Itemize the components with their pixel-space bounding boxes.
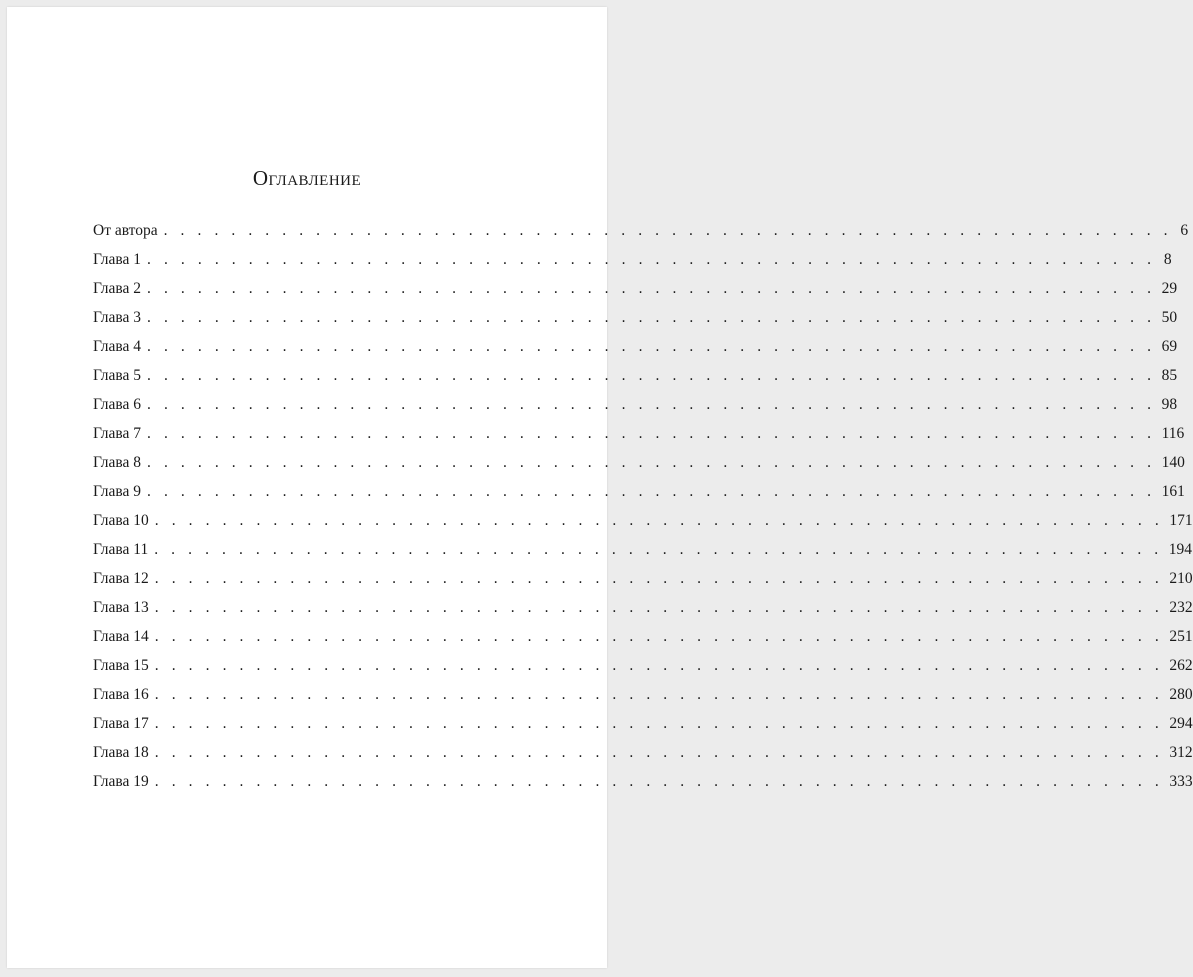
toc-entry-page-number: 232 (1169, 599, 1193, 616)
toc-entry-label: От автора (93, 222, 158, 239)
toc-entry (93, 274, 1178, 303)
toc-dot-leader: . . . . . . . . . . . . . . . . . . . . . . . . . . . . . . . . . . . . . . . . . . . . . . . . . . . . . . . . . . . . (154, 715, 1164, 732)
toc-entry (93, 622, 1193, 651)
toc-entry-page-number: 161 (1161, 483, 1185, 500)
toc-entry-label: Глава 18 (93, 744, 149, 761)
toc-dot-leader: . . . . . . . . . . . . . . . . . . . . . . . . . . . . . . . . . . . . . . . . . . . . . . . . . . . . . . . . . . . . (147, 251, 1156, 268)
toc-entry (93, 651, 1193, 680)
toc-entry-label: Глава 2 (93, 280, 142, 297)
toc-dot-leader: . . . . . . . . . . . . . . . . . . . . . . . . . . . . . . . . . . . . . . . . . . . . . . . . . . . . . . . . . . . . (147, 396, 1156, 413)
toc-entry-page-number: 312 (1169, 744, 1193, 761)
toc-entry-page-number: 171 (1169, 512, 1193, 529)
toc-dot-leader: . . . . . . . . . . . . . . . . . . . . . . . . . . . . . . . . . . . . . . . . . . . . . . . . . . . . . . . . . . . . (147, 483, 1156, 500)
toc-entry-label: Глава 12 (93, 570, 149, 587)
toc-entry-label: Глава 10 (93, 512, 149, 529)
toc-entry-page-number: 98 (1161, 396, 1178, 413)
toc-dot-leader: . . . . . . . . . . . . . . . . . . . . . . . . . . . . . . . . . . . . . . . . . . . . . . . . . . . . . . . . . . . . (147, 280, 1156, 297)
page-title: Оглавление (252, 166, 362, 190)
toc-dot-leader: . . . . . . . . . . . . . . . . . . . . . . . . . . . . . . . . . . . . . . . . . . . . . . . . . . . . . . . . . . . . (154, 628, 1164, 645)
toc-entry (93, 216, 1189, 245)
toc-entry (93, 303, 1178, 332)
toc-dot-leader: . . . . . . . . . . . . . . . . . . . . . . . . . . . . . . . . . . . . . . . . . . . . . . . . . . . . . . . . . . . . (163, 222, 1173, 239)
toc-entry (93, 593, 1193, 622)
toc-entry-label: Глава 7 (93, 425, 142, 442)
toc-dot-leader: . . . . . . . . . . . . . . . . . . . . . . . . . . . . . . . . . . . . . . . . . . . . . . . . . . . . . . . . . . . . (154, 744, 1164, 761)
toc-dot-leader: . . . . . . . . . . . . . . . . . . . . . . . . . . . . . . . . . . . . . . . . . . . . . . . . . . . . . . . . . . . . (147, 454, 1156, 471)
toc-entry (93, 680, 1193, 709)
toc-entry-page-number: 8 (1163, 251, 1172, 268)
toc-entry-label: Глава 4 (93, 338, 142, 355)
toc-entry-page-number: 85 (1161, 367, 1178, 384)
toc-entry (93, 448, 1185, 477)
toc-entry (93, 709, 1193, 738)
toc-entry-label: Глава 15 (93, 657, 149, 674)
toc-entry (93, 767, 1193, 796)
toc-entry-label: Глава 5 (93, 367, 142, 384)
toc-dot-leader: . . . . . . . . . . . . . . . . . . . . . . . . . . . . . . . . . . . . . . . . . . . . . . . . . . . . . . . . . . . . (147, 425, 1156, 442)
toc-entry (93, 535, 1192, 564)
toc-entry (93, 564, 1193, 593)
table-of-contents (93, 216, 1193, 796)
toc-dot-leader: . . . . . . . . . . . . . . . . . . . . . . . . . . . . . . . . . . . . . . . . . . . . . . . . . . . . . . . . . . . . (154, 541, 1163, 558)
toc-entry (93, 738, 1193, 767)
toc-dot-leader: . . . . . . . . . . . . . . . . . . . . . . . . . . . . . . . . . . . . . . . . . . . . . . . . . . . . . . . . . . . . (154, 773, 1164, 790)
toc-entry-page-number: 210 (1169, 570, 1193, 587)
toc-entry (93, 419, 1185, 448)
toc-dot-leader: . . . . . . . . . . . . . . . . . . . . . . . . . . . . . . . . . . . . . . . . . . . . . . . . . . . . . . . . . . . . (154, 599, 1164, 616)
toc-entry (93, 477, 1185, 506)
toc-entry-page-number: 333 (1169, 773, 1193, 790)
toc-entry-label: Глава 8 (93, 454, 142, 471)
toc-entry-label: Глава 19 (93, 773, 149, 790)
toc-entry-page-number: 50 (1161, 309, 1178, 326)
toc-entry-page-number: 29 (1161, 280, 1178, 297)
toc-dot-leader: . . . . . . . . . . . . . . . . . . . . . . . . . . . . . . . . . . . . . . . . . . . . . . . . . . . . . . . . . . . . (147, 367, 1156, 384)
toc-dot-leader: . . . . . . . . . . . . . . . . . . . . . . . . . . . . . . . . . . . . . . . . . . . . . . . . . . . . . . . . . . . . (154, 686, 1164, 703)
toc-entry-label: Глава 16 (93, 686, 149, 703)
toc-entry (93, 506, 1193, 535)
toc-entry-label: Глава 6 (93, 396, 142, 413)
toc-entry-page-number: 69 (1161, 338, 1178, 355)
toc-dot-leader: . . . . . . . . . . . . . . . . . . . . . . . . . . . . . . . . . . . . . . . . . . . . . . . . . . . . . . . . . . . . (154, 657, 1164, 674)
toc-entry-page-number: 140 (1161, 454, 1185, 471)
toc-entry-label: Глава 14 (93, 628, 149, 645)
toc-entry (93, 245, 1172, 274)
book-page (7, 7, 1193, 968)
toc-entry-page-number: 262 (1169, 657, 1193, 674)
toc-entry-label: Глава 1 (93, 251, 142, 268)
toc-dot-leader: . . . . . . . . . . . . . . . . . . . . . . . . . . . . . . . . . . . . . . . . . . . . . . . . . . . . . . . . . . . . (154, 512, 1164, 529)
toc-entry-label: Глава 11 (93, 541, 149, 558)
toc-dot-leader: . . . . . . . . . . . . . . . . . . . . . . . . . . . . . . . . . . . . . . . . . . . . . . . . . . . . . . . . . . . . (147, 309, 1156, 326)
toc-entry-page-number: 116 (1161, 425, 1185, 442)
toc-dot-leader: . . . . . . . . . . . . . . . . . . . . . . . . . . . . . . . . . . . . . . . . . . . . . . . . . . . . . . . . . . . . (154, 570, 1164, 587)
toc-entry-page-number: 194 (1168, 541, 1192, 558)
toc-dot-leader: . . . . . . . . . . . . . . . . . . . . . . . . . . . . . . . . . . . . . . . . . . . . . . . . . . . . . . . . . . . . (147, 338, 1156, 355)
toc-entry-label: Глава 3 (93, 309, 142, 326)
toc-entry (93, 361, 1178, 390)
toc-entry-label: Глава 9 (93, 483, 142, 500)
toc-entry-page-number: 294 (1169, 715, 1193, 732)
toc-entry (93, 390, 1178, 419)
toc-entry-page-number: 251 (1169, 628, 1193, 645)
toc-entry-label: Глава 17 (93, 715, 149, 732)
toc-entry-page-number: 6 (1180, 222, 1189, 239)
toc-entry (93, 332, 1178, 361)
toc-entry-page-number: 280 (1169, 686, 1193, 703)
toc-entry-label: Глава 13 (93, 599, 149, 616)
